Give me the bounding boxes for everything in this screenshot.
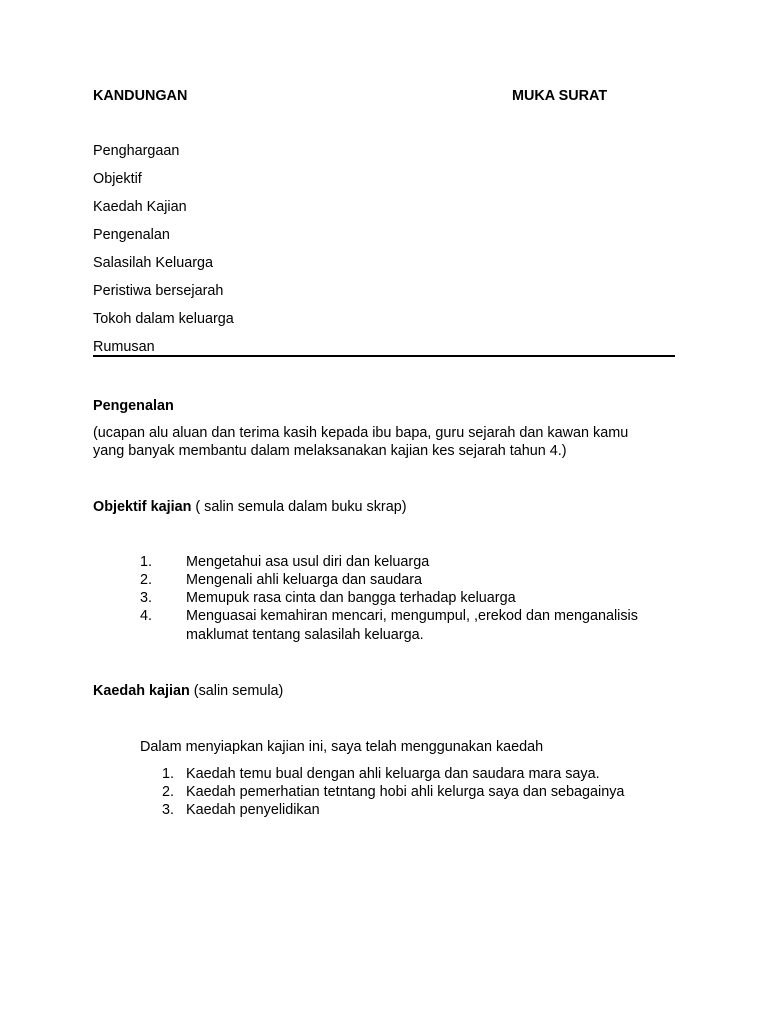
pengenalan-text-line-2: yang banyak membantu dalam melaksanakan kajian kes sejarah tahun 4.) (93, 443, 567, 459)
toc-divider (93, 355, 675, 357)
objektif-item-number: 2. (140, 572, 153, 588)
kaedah-item-text: Kaedah penyelidikan (186, 802, 320, 818)
objektif-item-text: Mengenali ahli keluarga dan saudara (186, 572, 423, 588)
objektif-item-number: 4. (140, 608, 153, 624)
objektif-note: ( salin semula dalam buku skrap) (191, 499, 407, 515)
toc-item: Pengenalan (93, 227, 170, 243)
objektif-item-text: Memupuk rasa cinta dan bangga terhadap keluarga (186, 590, 516, 606)
toc-item: Penghargaan (93, 143, 180, 159)
toc-item: Tokoh dalam keluarga (93, 311, 234, 327)
objektif-item-text-continued: maklumat tentang salasilah keluarga. (186, 627, 424, 643)
objektif-title: Objektif kajian (93, 499, 192, 515)
toc-item: Rumusan (93, 339, 155, 355)
toc-item: Objektif (93, 171, 142, 187)
objektif-item-text: Menguasai kemahiran mencari, mengumpul, ,erekod dan menganalisis (186, 608, 638, 624)
kaedah-item-text: Kaedah temu bual dengan ahli keluarga dan saudara mara saya. (186, 766, 600, 782)
kaedah-heading (93, 683, 283, 699)
kaedah-title: Kaedah kajian (93, 683, 190, 699)
kaedah-intro: Dalam menyiapkan kajian ini, saya telah menggunakan kaedah (140, 739, 544, 755)
toc-item: Kaedah Kajian (93, 199, 187, 215)
objektif-item-number: 3. (140, 590, 153, 606)
toc-item: Peristiwa bersejarah (93, 283, 224, 299)
objektif-item-number: 1. (140, 554, 153, 570)
kaedah-note: (salin semula) (189, 683, 284, 699)
pengenalan-text-line-1: (ucapan alu aluan dan terima kasih kepada ibu bapa, guru sejarah dan kawan kamu (93, 425, 629, 441)
kaedah-item-number: 3. (162, 802, 175, 818)
kaedah-item-text: Kaedah pemerhatian tetntang hobi ahli kelurga saya dan sebagainya (186, 784, 625, 800)
objektif-heading (93, 499, 407, 515)
objektif-item-text: Mengetahui asa usul diri dan keluarga (186, 554, 430, 570)
pengenalan-title: Pengenalan (93, 398, 174, 414)
kaedah-item-number: 1. (162, 766, 175, 782)
kaedah-item-number: 2. (162, 784, 175, 800)
page-number-heading: MUKA SURAT (512, 88, 608, 104)
toc-item: Salasilah Keluarga (93, 255, 214, 271)
toc-heading: KANDUNGAN (93, 88, 188, 104)
